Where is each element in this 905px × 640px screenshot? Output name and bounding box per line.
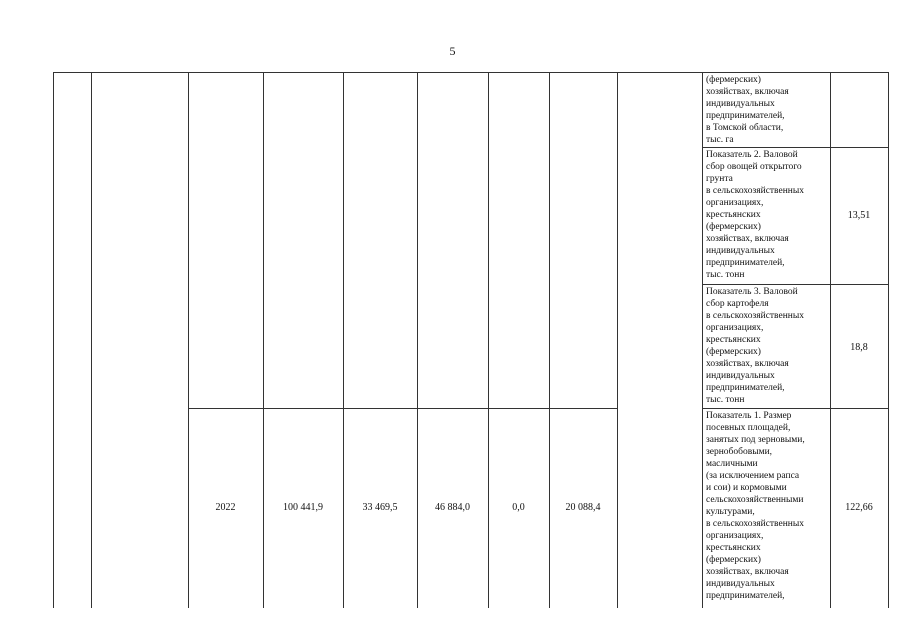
row-divider [188, 408, 618, 409]
program-table [53, 72, 889, 608]
value-cell: 33 469,5 [362, 502, 398, 513]
indicator-divider [702, 147, 889, 148]
col-line [488, 72, 489, 608]
col-line [549, 72, 550, 608]
indicator-value: 18,8 [850, 342, 868, 353]
col-line [830, 72, 831, 608]
indicator-text: Показатель 2. Валовой сбор овощей открытого грунта в сельскохозяйственных организациях, крестьянских (фермерских) хозяйствах, включая индивидуальных предпринимателей, тыс. тонн [706, 150, 805, 280]
table-top-border [53, 72, 889, 73]
table-right-border [888, 72, 889, 608]
indicator-value: 122,66 [845, 502, 873, 513]
value-cell: 0,0 [512, 502, 525, 513]
indicator-text: Показатель 3. Валовой сбор картофеля в сельскохозяйственных организациях, крестьянских (фермерских) хозяйствах, включая индивидуальных предпринимателей, тыс. тонн [706, 287, 805, 405]
col-line [617, 72, 618, 608]
year-cell: 2022 [215, 502, 236, 513]
indicator-divider [702, 284, 889, 285]
indicator-text: (фермерских) хозяйствах, включая индивидуальных предпринимателей, в Томской области, тыс. га [706, 75, 789, 145]
indicator-text: Показатель 1. Размер посевных площадей, занятых под зерновыми, зернобобовыми, масличными (за исключением рапса и сои) и кормовыми сельскохозяйственными культурами, в сельскохозяйственных организациях, крестьянских (фермерских) хозяйствах, включая индивидуальных предпринимателей, [706, 411, 805, 601]
col-line [417, 72, 418, 608]
col-line [91, 72, 92, 608]
value-cell: 20 088,4 [565, 502, 601, 513]
value-cell: 46 884,0 [435, 502, 470, 513]
col-line [343, 72, 344, 608]
indicator-divider [702, 408, 889, 409]
col-line [188, 72, 189, 608]
col-line [53, 72, 54, 608]
value-cell: 100 441,9 [283, 502, 323, 513]
indicator-value: 13,51 [847, 210, 871, 221]
col-line [702, 72, 703, 608]
page-number: 5 [449, 44, 456, 58]
col-line [263, 72, 264, 608]
